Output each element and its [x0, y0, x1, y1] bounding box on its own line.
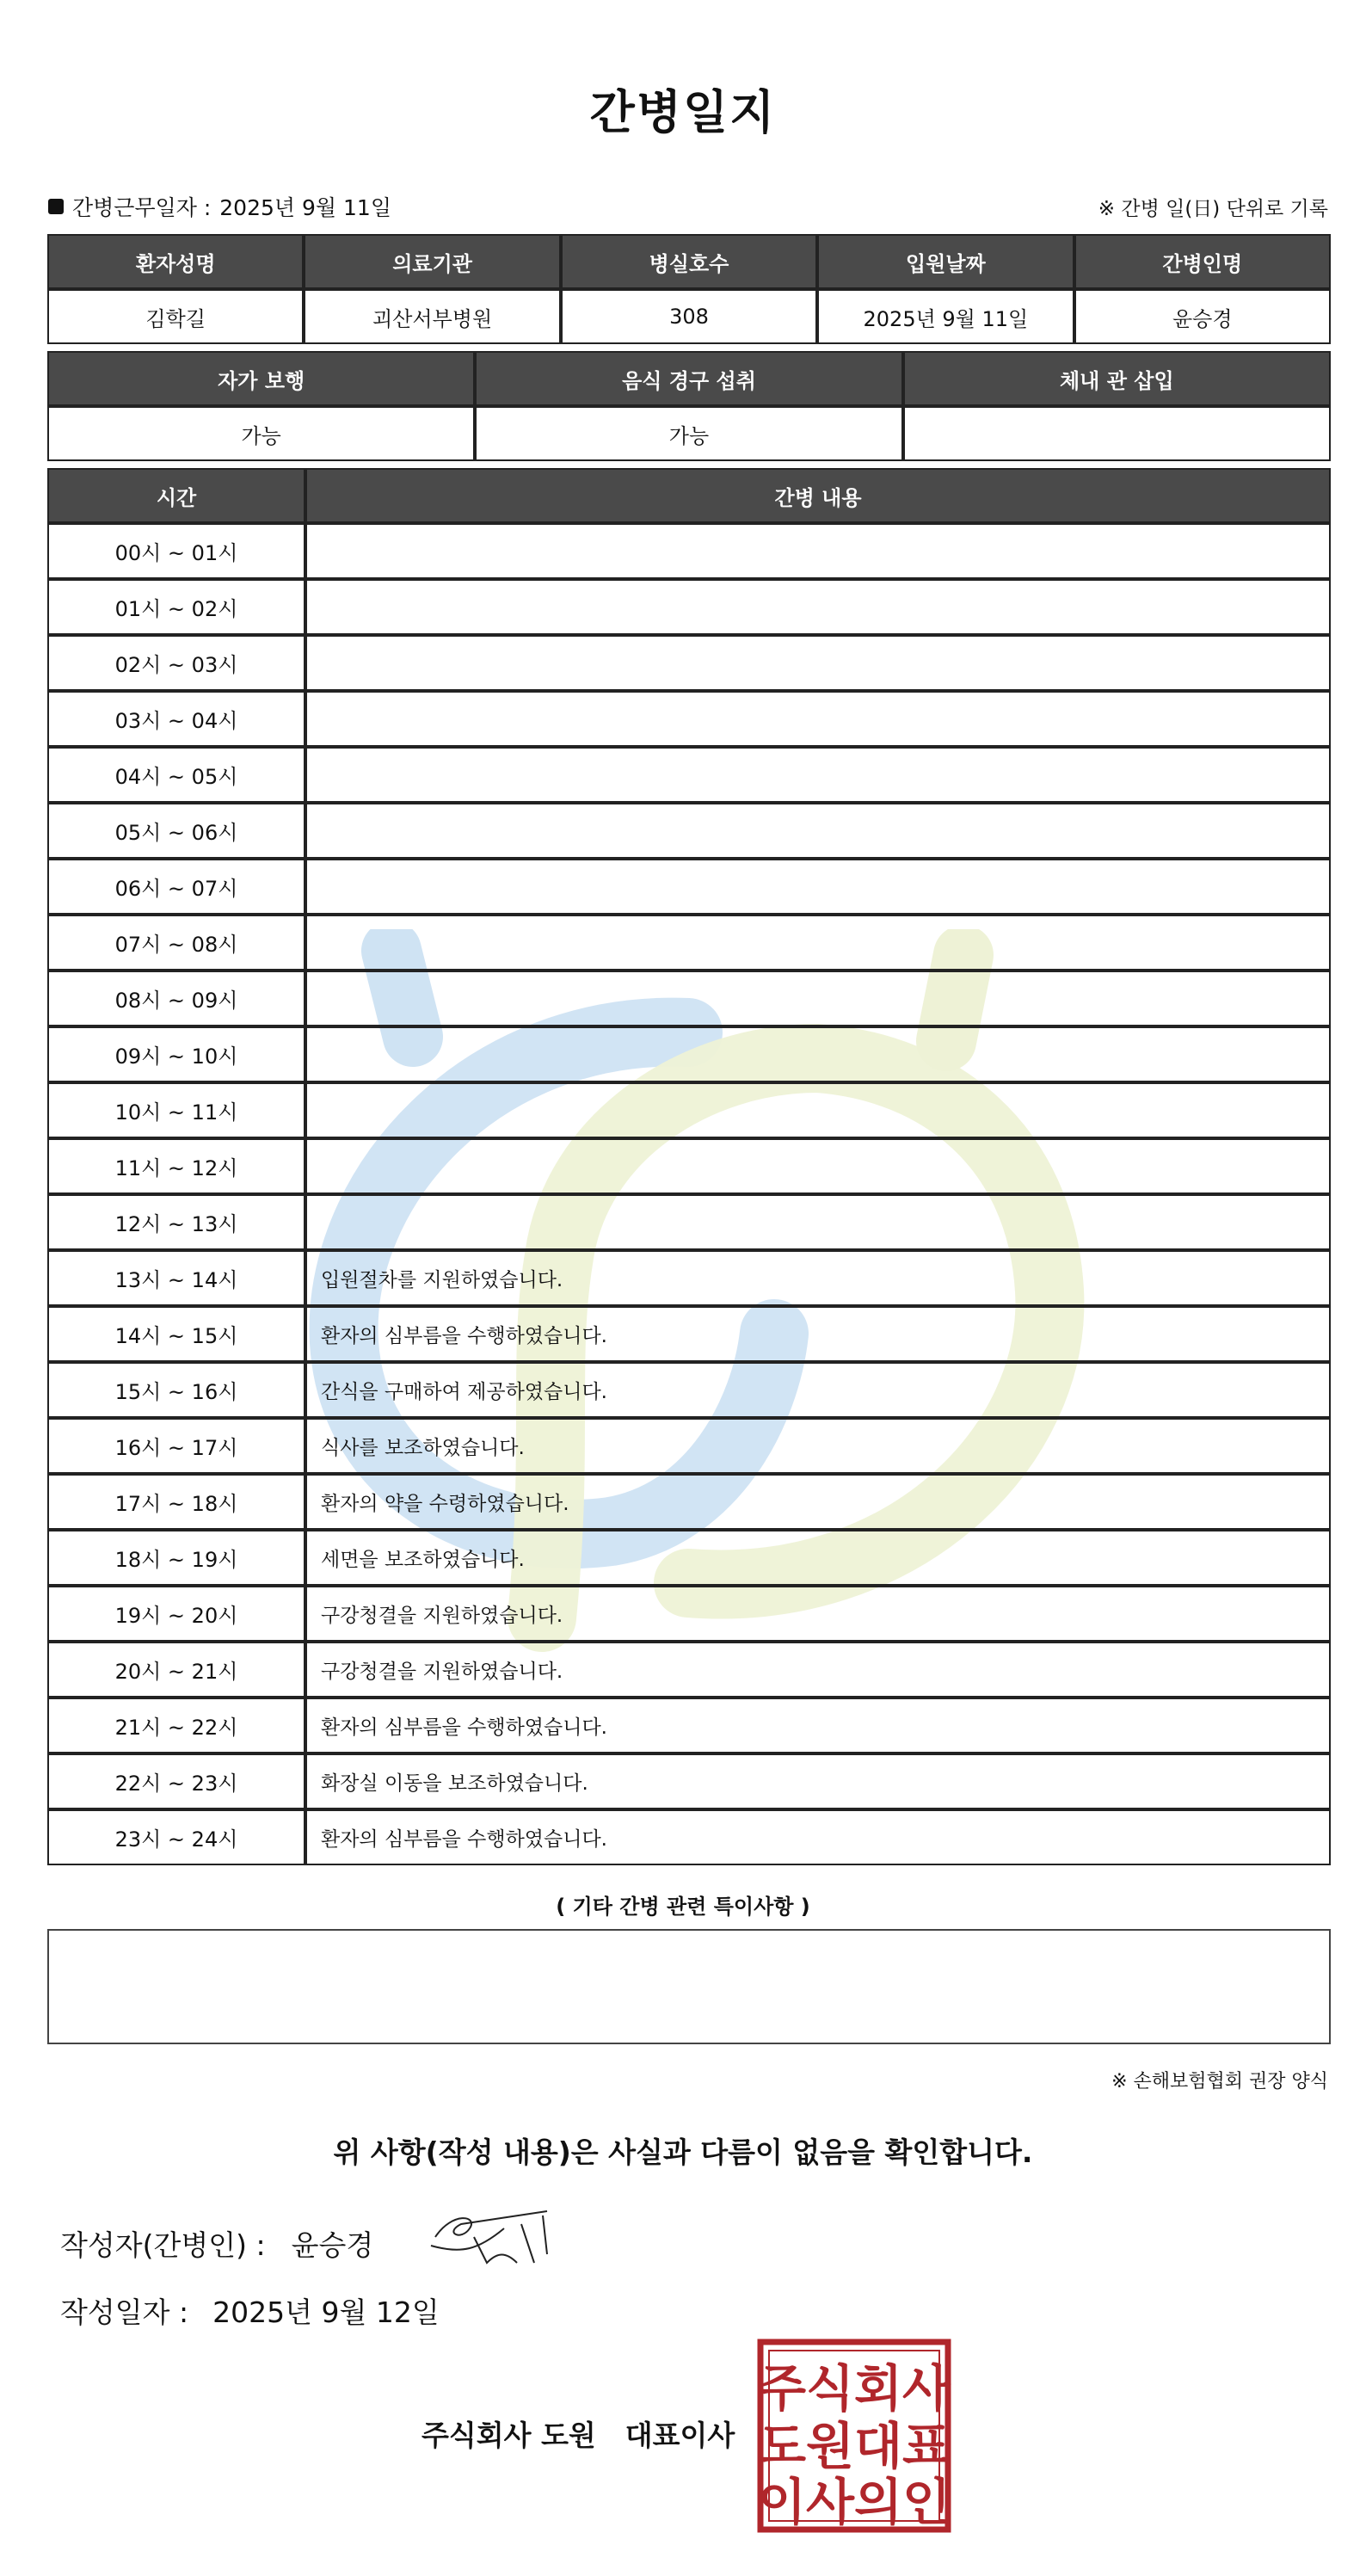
time-cell: 08시 ~ 09시 [47, 971, 305, 1026]
content-cell [305, 1082, 1331, 1138]
caregiver-name: 윤승경 [1074, 289, 1331, 344]
content-cell: 구강청결을 지원하였습니다. [305, 1642, 1331, 1698]
time-cell: 00시 ~ 01시 [47, 523, 305, 579]
time-cell: 23시 ~ 24시 [47, 1809, 305, 1865]
content-cell: 화장실 이동을 보조하였습니다. [305, 1753, 1331, 1809]
header-room: 병실호수 [561, 234, 817, 289]
table-row [47, 1753, 1331, 1809]
company-line [421, 2413, 735, 2454]
content-cell [305, 579, 1331, 635]
time-cell: 11시 ~ 12시 [47, 1138, 305, 1194]
table-row [47, 1809, 1331, 1865]
content-cell [305, 859, 1331, 915]
content-cell: 환자의 약을 수령하였습니다. [305, 1474, 1331, 1530]
table-row [47, 579, 1331, 635]
table-row [47, 1642, 1331, 1698]
time-cell: 22시 ~ 23시 [47, 1753, 305, 1809]
content-cell: 환자의 심부름을 수행하였습니다. [305, 1809, 1331, 1865]
content-cell: 간식을 구매하여 제공하였습니다. [305, 1362, 1331, 1418]
oral-intake-value: 가능 [475, 406, 902, 461]
content-cell: 환자의 심부름을 수행하였습니다. [305, 1698, 1331, 1753]
table-row [47, 1362, 1331, 1418]
patient-name: 김학길 [47, 289, 304, 344]
content-cell: 환자의 심부름을 수행하였습니다. [305, 1306, 1331, 1362]
content-cell [305, 523, 1331, 579]
writer-line [60, 2223, 373, 2264]
notes-box [47, 1929, 1331, 2044]
time-cell: 02시 ~ 03시 [47, 635, 305, 691]
time-cell: 16시 ~ 17시 [47, 1418, 305, 1474]
table-row [47, 1138, 1331, 1194]
table-row [47, 1530, 1331, 1586]
content-cell: 세면을 보조하였습니다. [305, 1530, 1331, 1586]
writer-name: 윤승경 [291, 2228, 374, 2262]
time-cell: 13시 ~ 14시 [47, 1250, 305, 1306]
table-row [47, 803, 1331, 859]
writer-label: 작성자(간병인) : [60, 2228, 266, 2262]
table-row [47, 1306, 1331, 1362]
write-date-label: 작성일자 : [60, 2296, 189, 2329]
time-cell: 17시 ~ 18시 [47, 1474, 305, 1530]
unit-note: ※ 간병 일(日) 단위로 기록 [1098, 198, 1328, 220]
seal-line-1: 주식회사 [757, 2359, 951, 2418]
header-hospital: 의료기관 [304, 234, 560, 289]
time-cell: 10시 ~ 11시 [47, 1082, 305, 1138]
care-log-table [47, 468, 1331, 1865]
write-date-line [60, 2290, 440, 2331]
table-row [47, 635, 1331, 691]
write-date-value: 2025년 9월 12일 [212, 2296, 440, 2329]
patient-info-table [47, 234, 1331, 344]
time-cell: 21시 ~ 22시 [47, 1698, 305, 1753]
room-number: 308 [561, 289, 817, 344]
time-cell: 14시 ~ 15시 [47, 1306, 305, 1362]
content-cell [305, 971, 1331, 1026]
header-admission-date: 입원날짜 [817, 234, 1074, 289]
work-date-line [48, 191, 391, 222]
content-cell [305, 691, 1331, 747]
work-date-value: 2025년 9월 11일 [219, 195, 391, 220]
table-row [47, 915, 1331, 971]
time-cell: 01시 ~ 02시 [47, 579, 305, 635]
table-row [47, 1250, 1331, 1306]
content-cell [305, 1194, 1331, 1250]
header-oral-intake: 음식 경구 섭취 [475, 351, 902, 406]
time-cell: 06시 ~ 07시 [47, 859, 305, 915]
time-cell: 12시 ~ 13시 [47, 1194, 305, 1250]
time-cell: 19시 ~ 20시 [47, 1586, 305, 1642]
header-time: 시간 [47, 468, 305, 523]
content-cell: 입원절차를 지원하였습니다. [305, 1250, 1331, 1306]
table-row [47, 691, 1331, 747]
patient-status-table [47, 351, 1331, 461]
page-title: 간병일지 [589, 85, 777, 139]
table-row [47, 747, 1331, 803]
work-date-label: 간병근무일자 : [72, 195, 212, 220]
table-row [47, 1474, 1331, 1530]
header-caregiver: 간병인명 [1074, 234, 1331, 289]
time-cell: 15시 ~ 16시 [47, 1362, 305, 1418]
table-row [47, 523, 1331, 579]
time-cell: 09시 ~ 10시 [47, 1026, 305, 1082]
seal-line-3: 이사의인 [757, 2473, 951, 2531]
time-cell: 04시 ~ 05시 [47, 747, 305, 803]
time-cell: 05시 ~ 06시 [47, 803, 305, 859]
content-cell: 식사를 보조하였습니다. [305, 1418, 1331, 1474]
seal-line-2: 도원대표 [757, 2417, 951, 2475]
content-cell [305, 915, 1331, 971]
table-row [47, 1026, 1331, 1082]
company-seal [757, 2339, 951, 2533]
table-row [47, 1418, 1331, 1474]
content-cell: 구강청결을 지원하였습니다. [305, 1586, 1331, 1642]
table-row [47, 859, 1331, 915]
time-cell: 07시 ~ 08시 [47, 915, 305, 971]
admission-date: 2025년 9월 11일 [817, 289, 1074, 344]
content-cell [305, 747, 1331, 803]
walking-value: 가능 [47, 406, 475, 461]
hospital-name: 괴산서부병원 [304, 289, 560, 344]
table-row [47, 1586, 1331, 1642]
header-walking: 자가 보행 [47, 351, 475, 406]
time-cell: 03시 ~ 04시 [47, 691, 305, 747]
table-row [47, 1082, 1331, 1138]
company-name: 주식회사 도원 [421, 2419, 596, 2452]
square-bullet-icon [48, 199, 64, 214]
header-tube: 체내 관 삽입 [903, 351, 1331, 406]
table-row [47, 971, 1331, 1026]
time-cell: 20시 ~ 21시 [47, 1642, 305, 1698]
header-patient-name: 환자성명 [47, 234, 304, 289]
notes-title: ( 기타 간병 관련 특이사항 ) [556, 1895, 810, 1919]
confirm-statement: 위 사항(작성 내용)은 사실과 다름이 없음을 확인합니다. [333, 2135, 1033, 2169]
table-row [47, 1194, 1331, 1250]
content-cell [305, 803, 1331, 859]
tube-value [903, 406, 1331, 461]
time-cell: 18시 ~ 19시 [47, 1530, 305, 1586]
content-cell [305, 635, 1331, 691]
signature [427, 2203, 556, 2271]
recommend-note: ※ 손해보험협회 권장 양식 [1111, 2071, 1328, 2092]
content-cell [305, 1138, 1331, 1194]
company-role: 대표이사 [625, 2419, 735, 2452]
content-cell [305, 1026, 1331, 1082]
header-content: 간병 내용 [305, 468, 1331, 523]
table-row [47, 1698, 1331, 1753]
